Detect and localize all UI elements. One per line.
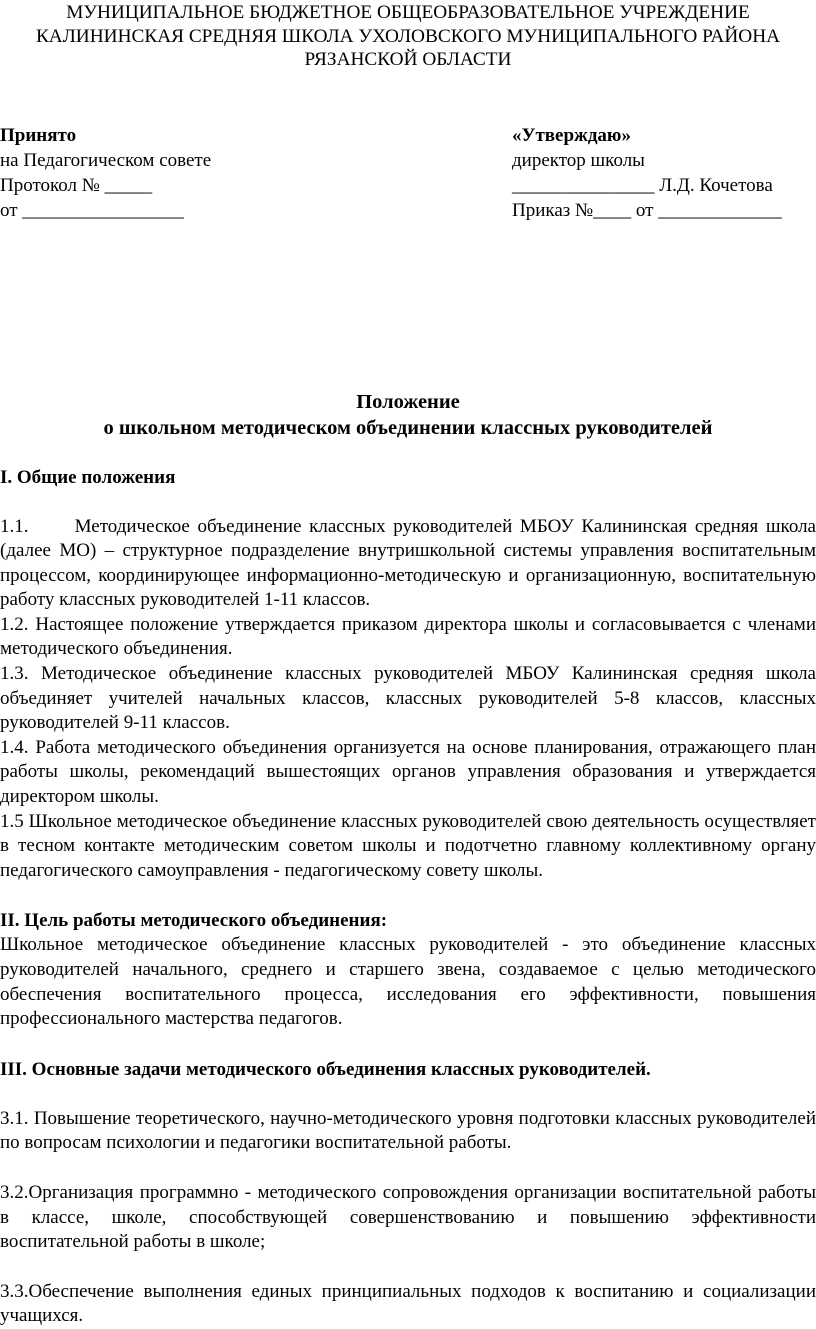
approved-order: Приказ №____ от _____________ bbox=[512, 199, 782, 221]
paragraph-3-2: 3.2.Организация программно - методического сопровождения организации воспитательной работы в классе, школе, способствующей совершенствованию и повышению эффективности воспитательной работы в школе; bbox=[0, 1181, 816, 1253]
title-line-2: о школьном методическом объединении классных руководителей bbox=[103, 416, 713, 439]
accepted-protocol: Протокол № _____ bbox=[0, 174, 153, 196]
header-line-3: РЯЗАНСКОЙ ОБЛАСТИ bbox=[304, 49, 512, 70]
paragraph-1-3: 1.3. Методическое объединение классных руководителей МБОУ Калининская средняя школа объединяет учителей начальных классов, классных руководителей 5-8 классов, классных руководителей 9-11 классов. bbox=[0, 663, 816, 734]
title-line-1: Положение bbox=[356, 390, 460, 413]
approved-title: «Утверждаю» bbox=[512, 124, 631, 146]
accepted-block bbox=[0, 123, 211, 223]
section-1-heading: I. Общие положения bbox=[0, 466, 176, 488]
approved-position: директор школы bbox=[512, 149, 645, 171]
paragraph-2-1: Школьное методическое объединение классных руководителей - это объединение классных руководителей начального, среднего и старшего звена, создаваемое с целью методического обеспечения воспитательного процесса, исследования его эффективности, повышения профессионального мастерства педагогов. bbox=[0, 934, 816, 1030]
approved-signature: _______________ Л.Д. Кочетова bbox=[512, 174, 773, 196]
institution-header bbox=[0, 1, 816, 72]
paragraph-1-4: 1.4. Работа методического объединения организуется на основе планирования, отражающего план работы школы, рекомендаций вышестоящих органов управления образования и утверждается директором школы. bbox=[0, 736, 816, 808]
section-2-heading: II. Цель работы методического объединения: bbox=[0, 910, 388, 932]
paragraph-1-1: 1.1. Методическое объединение классных руководителей МБОУ Калининская средняя школа (далее МО) – структурное подразделение внутришкольной системы управления воспитательным процессом, координирующее информационно-методическую и организационную, воспитательную работу классных руководителей 1-11 классов. bbox=[0, 515, 816, 611]
accepted-council: на Педагогическом совете bbox=[0, 149, 212, 171]
paragraph-3-3: 3.3.Обеспечение выполнения единых принципиальных подходов к воспитанию и социализации учащихся. bbox=[0, 1280, 816, 1327]
accepted-date: от _________________ bbox=[0, 199, 184, 221]
document-title bbox=[0, 389, 816, 441]
approved-block bbox=[512, 123, 782, 223]
paragraph-3-1: 3.1. Повышение теоретического, научно-методического уровня подготовки классных руководителей по вопросам психологии и педагогики воспитательной работы. bbox=[0, 1107, 816, 1154]
header-line-1: МУНИЦИПАЛЬНОЕ БЮДЖЕТНОЕ ОБЩЕОБРАЗОВАТЕЛЬНОЕ УЧРЕЖДЕНИЕ bbox=[66, 2, 750, 23]
header-line-2: КАЛИНИНСКАЯ СРЕДНЯЯ ШКОЛА УХОЛОВСКОГО МУНИЦИПАЛЬНОГО РАЙОНА bbox=[35, 25, 781, 47]
accepted-title: Принято bbox=[0, 124, 77, 146]
paragraph-1-2: 1.2. Настоящее положение утверждается приказом директора школы и согласовывается с членами методического объединения. bbox=[0, 613, 816, 660]
section-3-heading: III. Основные задачи методического объединения классных руководителей. bbox=[0, 1058, 651, 1080]
approval-block bbox=[0, 123, 816, 243]
paragraph-1-5: 1.5 Школьное методическое объединение классных руководителей свою деятельность осуществляет в тесном контакте методическим советом школы и подотчетно главному коллективному органу педагогического самоуправления - педагогическому совету школы. bbox=[0, 810, 816, 881]
